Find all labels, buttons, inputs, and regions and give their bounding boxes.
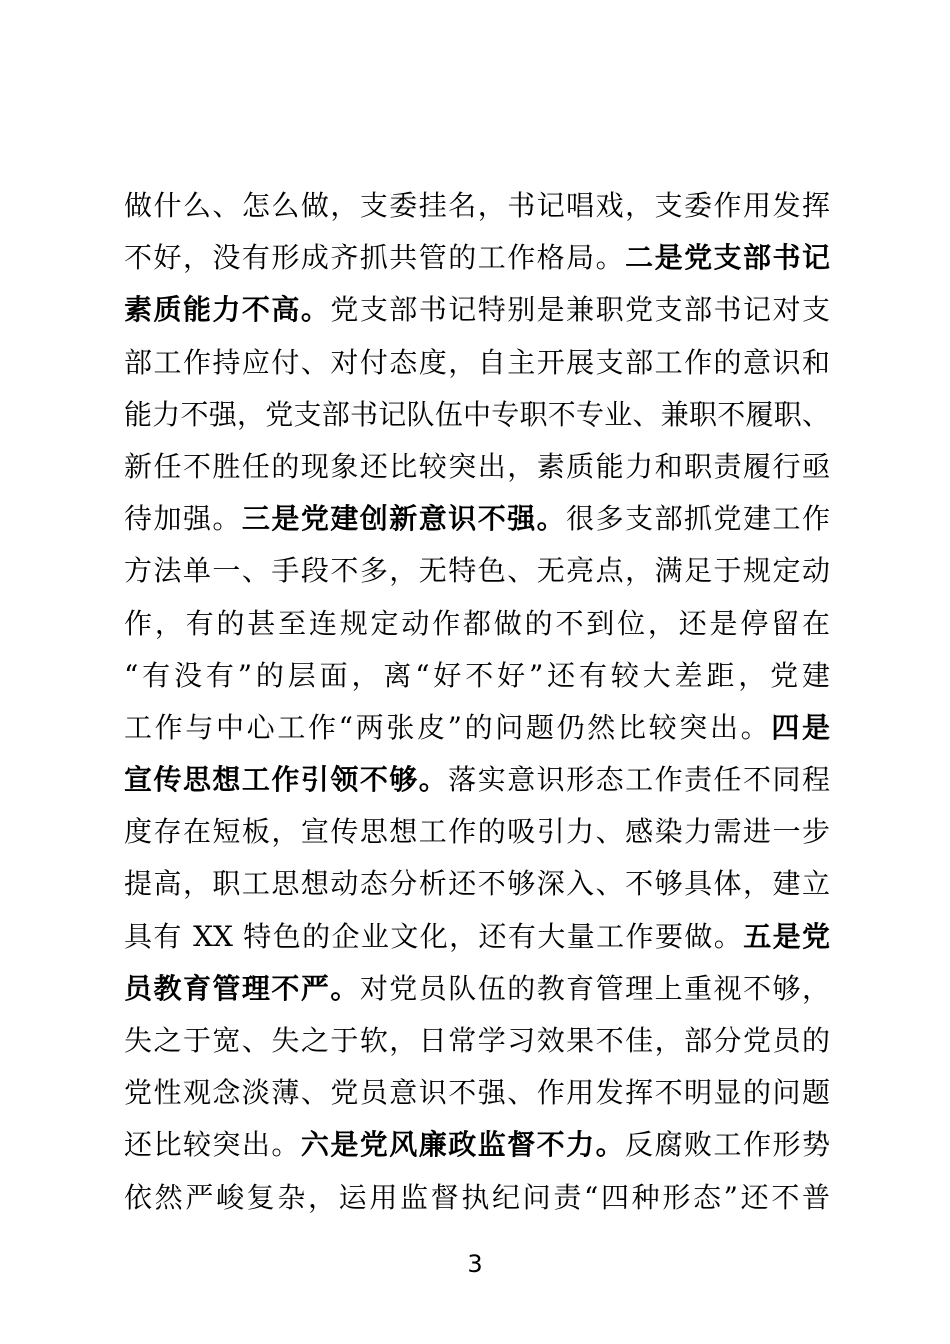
body-text-run: 还比较突出。 [124,1128,301,1162]
text-line [124,180,830,232]
bold-heading-text: 二是党支部书记 [625,241,830,275]
text-line [124,963,830,1015]
text-line [124,493,830,545]
bold-heading-text: 六是党风廉政监督不力。 [300,1128,626,1162]
bold-heading-text: 四是 [771,710,830,744]
text-line [124,337,830,389]
body-text-run: 依然严峻复杂，运用监督执纪问责“四种形态”还不普 [124,1180,830,1214]
text-line [124,1119,830,1171]
page-number: 3 [467,1250,483,1278]
body-text-run: 反腐败工作形势 [625,1128,830,1162]
body-text-run: 失之于宽、失之于软，日常学习效果不佳，部分党员的 [124,1024,830,1057]
body-text-run: 工作与中心工作“两张皮”的问题仍然比较突出。 [124,710,772,744]
body-text-run: 方法单一、手段不多，无特色、无亮点，满足于规定动 [124,554,830,588]
body-text-run: 部工作持应付、对付态度，自主开展支部工作的意识和 [124,345,830,379]
body-text-run: 作，有的甚至连规定动作都做的不到位，还是停留在 [124,606,830,640]
text-line [124,1067,830,1119]
text-line [124,650,830,702]
text-line [124,911,830,963]
text-line [124,702,830,754]
bold-heading-text: 三是党建创新意识不强。 [241,502,567,536]
text-line [124,754,830,806]
body-text-run: 待加强。 [124,502,242,536]
text-line [124,1172,830,1224]
body-text-run: 能力不强，党支部书记队伍中专职不专业、兼职不履职、 [124,397,830,431]
body-text-run: 度存在短板，宣传思想工作的吸引力、感染力需进一步 [124,815,830,849]
body-text-run: 不好，没有形成齐抓共管的工作格局。 [124,241,626,275]
body-text-run: 新任不胜任的现象还比较突出，素质能力和职责履行亟 [124,449,830,483]
body-text-run: 对党员队伍的教育管理上重视不够， [359,971,830,1005]
body-text-run: “有没有”的层面，离“好不好”还有较大差距，党建 [124,658,830,692]
body-paragraph [124,180,830,1224]
text-line [124,441,830,493]
text-line [124,389,830,441]
body-text-run: 很多支部抓党建工作 [566,502,830,536]
body-text-run: 做什么、怎么做，支委挂名，书记唱戏，支委作用发挥 [124,189,830,222]
text-line [124,232,830,284]
text-line [124,598,830,650]
body-text-run: 党性观念淡薄、党员意识不强、作用发挥不明显的问题 [124,1076,830,1110]
bold-heading-text: 宣传思想工作引领不够。 [124,763,449,797]
bold-heading-text: 五是党 [743,919,830,953]
body-text-run: 具有 XX 特色的企业文化，还有大量工作要做。 [124,919,744,953]
body-text-run: 落实意识形态工作责任不同程 [448,763,830,797]
body-text-run: 党支部书记特别是兼职党支部书记对支 [330,293,830,327]
body-text-run: 提高，职工思想动态分析还不够深入、不够具体，建立 [124,867,830,901]
text-line [124,806,830,858]
bold-heading-text: 员教育管理不严。 [124,971,360,1005]
bold-heading-text: 素质能力不高。 [124,293,331,327]
text-line [124,545,830,597]
text-line [124,284,830,336]
text-line [124,858,830,910]
text-line [124,1015,830,1067]
